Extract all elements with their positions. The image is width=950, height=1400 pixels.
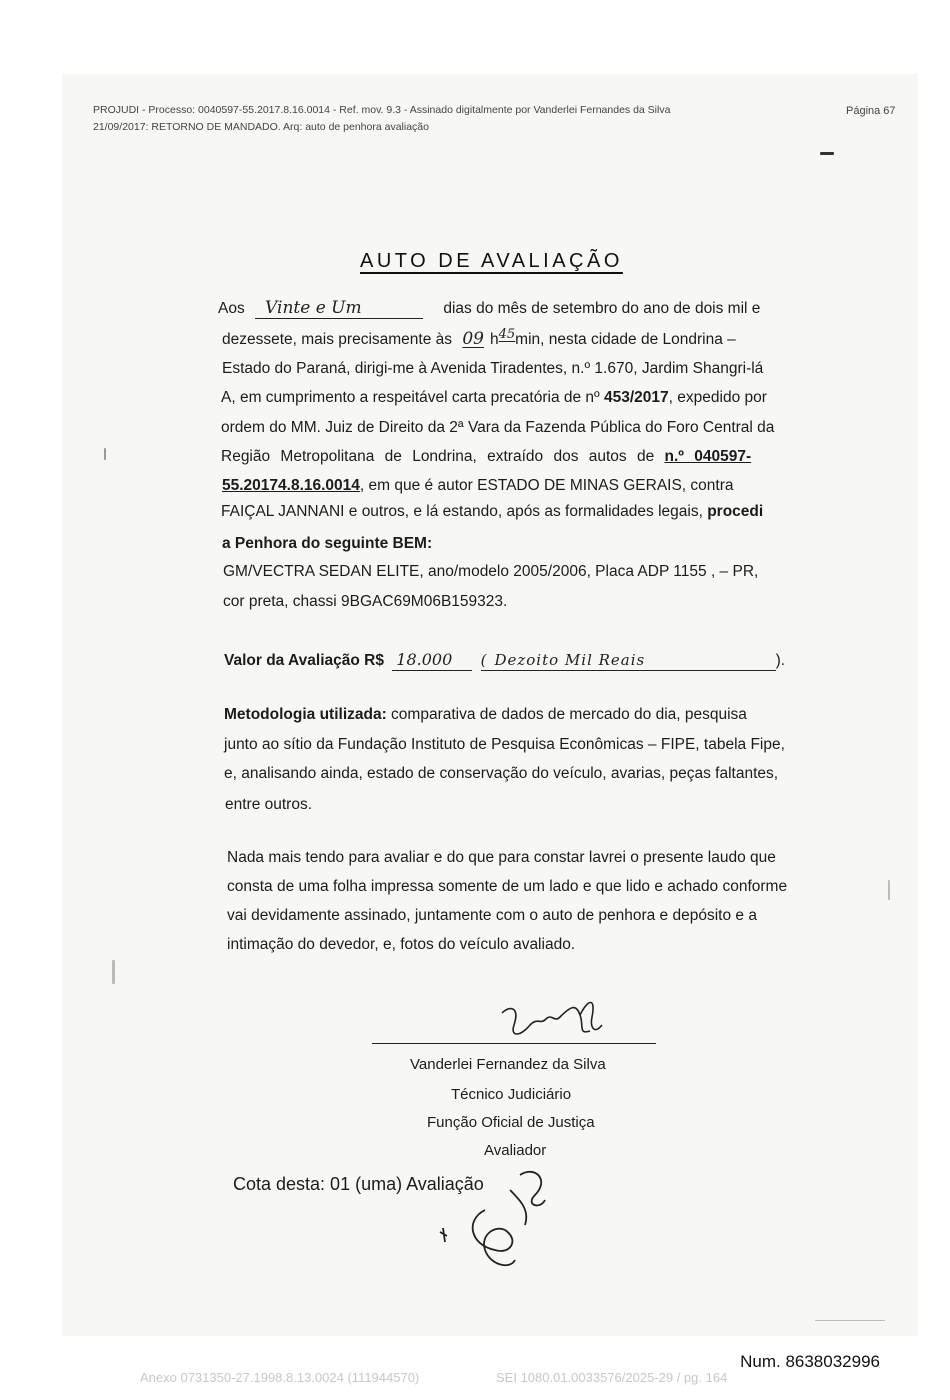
closing-line-1: Nada mais tendo para avaliar e do que para constar lavrei o presente laudo que bbox=[227, 849, 776, 866]
case-number-part1: n.º 040597- bbox=[664, 448, 752, 465]
text: h bbox=[489, 331, 499, 348]
scan-mark bbox=[820, 152, 834, 155]
body-line-3: Estado do Paraná, dirigi-me à Avenida Tiradentes, n.º 1.670, Jardim Shangri-lá bbox=[222, 360, 764, 377]
methodology-label: Metodologia utilizada: bbox=[224, 706, 387, 723]
text: , expedido por bbox=[668, 389, 767, 406]
page-number: Página 67 bbox=[846, 105, 896, 117]
header-process-line: PROJUDI - Processo: 0040597-55.2017.8.16.0014 - Ref. mov. 9.3 - Assinado digitalmente por Vanderlei Fernandes da Silva bbox=[93, 104, 671, 116]
closing-line-2: consta de uma folha impressa somente de um lado e que lido e achado conforme bbox=[227, 878, 788, 895]
document-title: AUTO DE AVALIAÇÃO bbox=[360, 250, 623, 272]
text: Região Metropolitana de Londrina, extraído dos autos de bbox=[221, 448, 665, 465]
scan-mark bbox=[112, 960, 115, 984]
valuation-amount: 18.000 bbox=[396, 650, 453, 669]
valuation-close: ). bbox=[775, 652, 786, 669]
methodology-line-3: e, analisando ainda, estado de conservação do veículo, avarias, peças faltantes, bbox=[224, 765, 779, 782]
valuation-words: Dezoito Mil Reais bbox=[494, 651, 646, 669]
body-line-9: a Penhora do seguinte BEM: bbox=[222, 535, 433, 552]
case-number-part2: 55.20174.8.16.0014 bbox=[222, 477, 360, 494]
body-line-5: ordem do MM. Juiz de Direito da 2ª Vara da Fazenda Pública do Foro Central da bbox=[221, 419, 775, 436]
annex-reference: Anexo 0731350-27.1998.8.13.0024 (111944570) bbox=[140, 1370, 420, 1385]
scan-mark bbox=[104, 448, 106, 460]
valuation-open-paren: ( bbox=[480, 651, 487, 669]
signer-role-2: Função Oficial de Justiça bbox=[427, 1114, 595, 1131]
text: dezessete, mais precisamente às bbox=[222, 331, 453, 348]
signature-line bbox=[372, 1043, 656, 1044]
methodology-line-4: entre outros. bbox=[225, 796, 313, 813]
body-line-8 bbox=[221, 503, 763, 521]
document-number: Num. 8638032996 bbox=[740, 1352, 880, 1371]
closing-line-4: intimação do devedor, e, fotos do veículo avaliado. bbox=[227, 936, 576, 953]
handwritten-day-field bbox=[255, 298, 423, 319]
valuation-label: Valor da Avaliação R$ bbox=[224, 652, 384, 669]
text: min, nesta cidade de Londrina – bbox=[515, 331, 736, 348]
body-line-2 bbox=[222, 329, 736, 349]
body-line-4 bbox=[221, 389, 767, 407]
receipt-signature bbox=[425, 1150, 575, 1280]
body-line-1 bbox=[218, 298, 760, 319]
methodology-line-2: junto ao sítio da Fundação Instituto de Pesquisa Econômicas – FIPE, tabela Fipe, bbox=[224, 736, 785, 753]
scan-mark bbox=[888, 880, 890, 900]
valuation-amount-field bbox=[392, 650, 472, 671]
handwritten-day: Vinte e Um bbox=[265, 298, 362, 318]
signer-role-1: Técnico Judiciário bbox=[451, 1086, 572, 1103]
handwritten-minutes: 45 bbox=[498, 327, 516, 342]
text: A, em cumprimento a respeitável carta precatória de nº bbox=[221, 389, 605, 406]
handwritten-hour: 09 bbox=[462, 329, 484, 349]
valuation-words-field bbox=[481, 651, 776, 671]
handwritten-signature bbox=[480, 995, 610, 1055]
vehicle-chassis: cor preta, chassi 9BGAC69M06B159323. bbox=[223, 593, 508, 610]
text: dias do mês de setembro do ano de dois mil e bbox=[443, 300, 761, 317]
vehicle-description: GM/VECTRA SEDAN ELITE, ano/modelo 2005/2006, Placa ADP 1155 , – PR, bbox=[223, 563, 759, 580]
text: FAIÇAL JANNANI e outros, e lá estando, após as formalidades legais, bbox=[221, 503, 708, 520]
cota-line: Cota desta: 01 (uma) Avaliação bbox=[233, 1174, 484, 1194]
text: comparativa de dados de mercado do dia, pesquisa bbox=[386, 706, 747, 723]
signer-role-3: Avaliador bbox=[484, 1142, 547, 1159]
valuation-line bbox=[224, 650, 785, 671]
body-line-7 bbox=[222, 477, 734, 495]
precatoria-number: 453/2017 bbox=[604, 389, 669, 406]
sei-reference: SEI 1080.01.0033576/2025-29 / pg. 164 bbox=[496, 1370, 728, 1385]
text: , em que é autor ESTADO DE MINAS GERAIS, contra bbox=[359, 477, 734, 494]
signer-name: Vanderlei Fernandez da Silva bbox=[410, 1056, 606, 1073]
text: Aos bbox=[218, 300, 245, 317]
scan-mark bbox=[815, 1320, 885, 1321]
body-line-6 bbox=[221, 448, 751, 466]
methodology-line-1 bbox=[224, 706, 747, 724]
closing-line-3: vai devidamente assinado, juntamente com o auto de penhora e depósito e a bbox=[227, 907, 757, 924]
header-return-line: 21/09/2017: RETORNO DE MANDADO. Arq: auto de penhora avaliação bbox=[93, 121, 429, 133]
text: procedi bbox=[707, 503, 764, 520]
